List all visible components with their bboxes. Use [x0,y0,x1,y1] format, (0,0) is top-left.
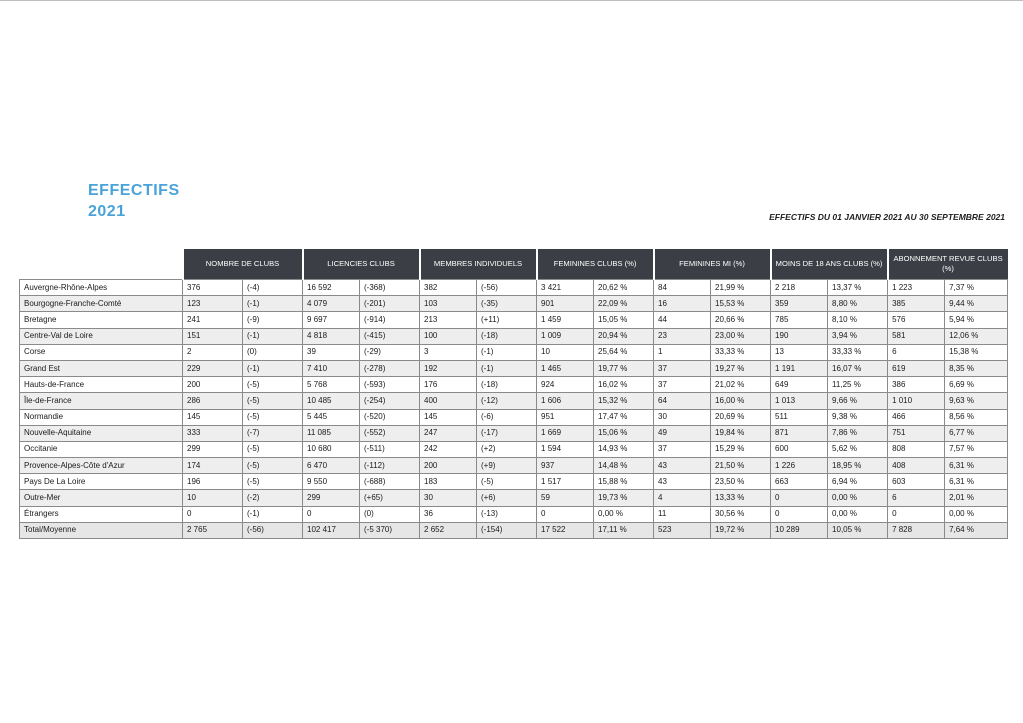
region-cell: Nouvelle-Aquitaine [20,425,183,441]
value-cell: 1 459 [537,312,594,328]
value-cell: (-7) [243,425,303,441]
header-licencies-clubs: LICENCIES CLUBS [303,249,420,280]
value-cell: 8,56 % [945,409,1008,425]
value-cell: 200 [183,377,243,393]
value-cell: 751 [888,425,945,441]
value-cell: 10 680 [303,441,360,457]
table-row [20,280,1008,296]
value-cell: (-29) [360,344,420,360]
value-cell: 15,38 % [945,344,1008,360]
value-cell: 0 [303,506,360,522]
value-cell: (-5) [243,377,303,393]
value-cell: 192 [420,360,477,376]
value-cell: 0,00 % [594,506,654,522]
value-cell: 37 [654,441,711,457]
value-cell: (-2) [243,490,303,506]
value-cell: 20,69 % [711,409,771,425]
value-cell: 871 [771,425,828,441]
value-cell: 1 606 [537,393,594,409]
value-cell: 100 [420,328,477,344]
value-cell: (+9) [477,458,537,474]
value-cell: 937 [537,458,594,474]
value-cell: (+2) [477,441,537,457]
value-cell: (-5) [243,409,303,425]
value-cell: 44 [654,312,711,328]
header-feminines-clubs: FEMININES CLUBS (%) [537,249,654,280]
value-cell: 25,64 % [594,344,654,360]
value-cell: 6 [888,344,945,360]
value-cell: 581 [888,328,945,344]
value-cell: 11,25 % [828,377,888,393]
value-cell: (-154) [477,522,537,538]
value-cell: 2,01 % [945,490,1008,506]
value-cell: 3 [420,344,477,360]
value-cell: (-56) [243,522,303,538]
value-cell: 145 [183,409,243,425]
value-cell: 151 [183,328,243,344]
value-cell: 649 [771,377,828,393]
value-cell: 196 [183,474,243,490]
value-cell: 785 [771,312,828,328]
value-cell: 286 [183,393,243,409]
table-row [20,377,1008,393]
region-cell: Bourgogne-Franche-Comté [20,296,183,312]
value-cell: 333 [183,425,243,441]
value-cell: 9 697 [303,312,360,328]
value-cell: 576 [888,312,945,328]
value-cell: (+6) [477,490,537,506]
header-nombre-clubs: NOMBRE DE CLUBS [183,249,303,280]
value-cell: 1 191 [771,360,828,376]
region-cell: Étrangers [20,506,183,522]
value-cell: 21,50 % [711,458,771,474]
value-cell: 13,33 % [711,490,771,506]
value-cell: (-1) [243,296,303,312]
region-cell: Corse [20,344,183,360]
value-cell: 1 669 [537,425,594,441]
header-row [20,249,1008,280]
title-line-2: 2021 [88,203,126,220]
value-cell: 20,94 % [594,328,654,344]
value-cell: 299 [303,490,360,506]
value-cell: 23 [654,328,711,344]
value-cell: 0 [537,506,594,522]
table-row [20,360,1008,376]
value-cell: 16,02 % [594,377,654,393]
value-cell: 0 [888,506,945,522]
table-row [20,458,1008,474]
value-cell: 30 [420,490,477,506]
value-cell: (-6) [477,409,537,425]
value-cell: 1 013 [771,393,828,409]
value-cell: 37 [654,377,711,393]
value-cell: (-1) [243,506,303,522]
value-cell: 0 [771,490,828,506]
value-cell: 5,94 % [945,312,1008,328]
table-row [20,490,1008,506]
value-cell: 382 [420,280,477,296]
value-cell: 190 [771,328,828,344]
value-cell: (+65) [360,490,420,506]
value-cell: (-18) [477,328,537,344]
value-cell: 20,62 % [594,280,654,296]
value-cell: 5 445 [303,409,360,425]
region-cell: Outre-Mer [20,490,183,506]
value-cell: (-13) [477,506,537,522]
region-cell: Normandie [20,409,183,425]
value-cell: 663 [771,474,828,490]
value-cell: (-56) [477,280,537,296]
value-cell: 0,00 % [945,506,1008,522]
value-cell: 145 [420,409,477,425]
value-cell: 299 [183,441,243,457]
value-cell: 376 [183,280,243,296]
value-cell: (-35) [477,296,537,312]
value-cell: 102 417 [303,522,360,538]
value-cell: 19,27 % [711,360,771,376]
value-cell: 0,00 % [828,490,888,506]
value-cell: 36 [420,506,477,522]
value-cell: 603 [888,474,945,490]
effectifs-table [19,249,1008,539]
header-feminines-mi: FEMININES MI (%) [654,249,771,280]
value-cell: 6 [888,490,945,506]
value-cell: 33,33 % [828,344,888,360]
value-cell: 15,88 % [594,474,654,490]
value-cell: 8,10 % [828,312,888,328]
value-cell: 386 [888,377,945,393]
value-cell: 1 223 [888,280,945,296]
value-cell: 21,02 % [711,377,771,393]
value-cell: 14,48 % [594,458,654,474]
header-moins-18-ans: MOINS DE 18 ANS CLUBS (%) [771,249,888,280]
value-cell: 18,95 % [828,458,888,474]
top-rule [0,0,1023,1]
value-cell: 2 765 [183,522,243,538]
value-cell: 10 [183,490,243,506]
value-cell: 200 [420,458,477,474]
value-cell: 21,99 % [711,280,771,296]
value-cell: 511 [771,409,828,425]
title-line-1: EFFECTIFS [88,182,180,199]
header-abonnement-revue: ABONNEMENT REVUE CLUBS (%) [888,249,1008,280]
region-cell: Centre-Val de Loire [20,328,183,344]
value-cell: (-17) [477,425,537,441]
value-cell: 1 517 [537,474,594,490]
value-cell: 43 [654,474,711,490]
value-cell: 8,35 % [945,360,1008,376]
value-cell: (-5) [243,441,303,457]
value-cell: 33,33 % [711,344,771,360]
value-cell: 37 [654,360,711,376]
value-cell: 400 [420,393,477,409]
value-cell: (-1) [477,360,537,376]
value-cell: 6,31 % [945,474,1008,490]
value-cell: (-18) [477,377,537,393]
table-row [20,393,1008,409]
value-cell: 17,47 % [594,409,654,425]
value-cell: 23,00 % [711,328,771,344]
value-cell: (-415) [360,328,420,344]
value-cell: 1 465 [537,360,594,376]
value-cell: 10 485 [303,393,360,409]
value-cell: (0) [360,506,420,522]
value-cell: 247 [420,425,477,441]
region-cell: Grand Est [20,360,183,376]
value-cell: (-278) [360,360,420,376]
value-cell: 84 [654,280,711,296]
value-cell: 0 [183,506,243,522]
table-row [20,312,1008,328]
value-cell: 1 009 [537,328,594,344]
value-cell: 523 [654,522,711,538]
value-cell: 174 [183,458,243,474]
value-cell: 7 828 [888,522,945,538]
value-cell: 39 [303,344,360,360]
value-cell: 19,77 % [594,360,654,376]
value-cell: (-5 370) [360,522,420,538]
value-cell: 103 [420,296,477,312]
value-cell: 11 085 [303,425,360,441]
period-label: EFFECTIFS DU 01 JANVIER 2021 AU 30 SEPTEMBRE 2021 [769,212,1005,222]
value-cell: (+11) [477,312,537,328]
total-row [20,522,1008,538]
value-cell: 15,53 % [711,296,771,312]
value-cell: 183 [420,474,477,490]
value-cell: 385 [888,296,945,312]
value-cell: (-688) [360,474,420,490]
value-cell: 16,00 % [711,393,771,409]
value-cell: 59 [537,490,594,506]
value-cell: (-914) [360,312,420,328]
table-body [20,280,1008,539]
value-cell: (-5) [243,458,303,474]
value-cell: 7,86 % [828,425,888,441]
value-cell: 6,94 % [828,474,888,490]
table-row [20,296,1008,312]
value-cell: 16 [654,296,711,312]
value-cell: 408 [888,458,945,474]
value-cell: 9,66 % [828,393,888,409]
region-cell: Pays De La Loire [20,474,183,490]
value-cell: (-511) [360,441,420,457]
region-cell: Total/Moyenne [20,522,183,538]
value-cell: (-5) [243,474,303,490]
value-cell: 30 [654,409,711,425]
value-cell: 951 [537,409,594,425]
value-cell: 1 010 [888,393,945,409]
value-cell: 6,31 % [945,458,1008,474]
value-cell: 14,93 % [594,441,654,457]
value-cell: (-520) [360,409,420,425]
value-cell: (-254) [360,393,420,409]
value-cell: 15,29 % [711,441,771,457]
value-cell: 213 [420,312,477,328]
value-cell: 4 [654,490,711,506]
value-cell: (-1) [243,360,303,376]
table-row [20,328,1008,344]
value-cell: 4 079 [303,296,360,312]
value-cell: 229 [183,360,243,376]
value-cell: 1 594 [537,441,594,457]
value-cell: (-593) [360,377,420,393]
value-cell: (-1) [477,344,537,360]
value-cell: 22,09 % [594,296,654,312]
value-cell: (-9) [243,312,303,328]
value-cell: 0,00 % [828,506,888,522]
value-cell: 5,62 % [828,441,888,457]
value-cell: 8,80 % [828,296,888,312]
region-cell: Provence-Alpes-Côte d'Azur [20,458,183,474]
table-row [20,474,1008,490]
value-cell: 13,37 % [828,280,888,296]
value-cell: (-5) [477,474,537,490]
value-cell: 9 550 [303,474,360,490]
region-cell: Bretagne [20,312,183,328]
value-cell: 2 652 [420,522,477,538]
table-row [20,409,1008,425]
value-cell: 4 818 [303,328,360,344]
value-cell: 359 [771,296,828,312]
table-row [20,344,1008,360]
value-cell: 6,77 % [945,425,1008,441]
value-cell: 9,63 % [945,393,1008,409]
table-row [20,441,1008,457]
value-cell: 49 [654,425,711,441]
value-cell: 15,32 % [594,393,654,409]
region-cell: Hauts-de-France [20,377,183,393]
value-cell: 466 [888,409,945,425]
value-cell: 7,57 % [945,441,1008,457]
value-cell: 19,73 % [594,490,654,506]
value-cell: (-201) [360,296,420,312]
value-cell: 5 768 [303,377,360,393]
value-cell: 924 [537,377,594,393]
value-cell: 901 [537,296,594,312]
value-cell: 30,56 % [711,506,771,522]
region-cell: Île-de-France [20,393,183,409]
table-row [20,425,1008,441]
value-cell: 16 592 [303,280,360,296]
value-cell: 7,64 % [945,522,1008,538]
value-cell: 241 [183,312,243,328]
value-cell: (-552) [360,425,420,441]
value-cell: 7,37 % [945,280,1008,296]
value-cell: 15,06 % [594,425,654,441]
header-blank [20,249,183,280]
page-title [88,180,180,222]
value-cell: 123 [183,296,243,312]
value-cell: 1 [654,344,711,360]
value-cell: 19,84 % [711,425,771,441]
table-row [20,506,1008,522]
region-cell: Occitanie [20,441,183,457]
value-cell: 13 [771,344,828,360]
value-cell: 808 [888,441,945,457]
value-cell: (-112) [360,458,420,474]
value-cell: 17,11 % [594,522,654,538]
value-cell: 176 [420,377,477,393]
value-cell: 17 522 [537,522,594,538]
value-cell: 15,05 % [594,312,654,328]
header-membres-individuels: MEMBRES INDIVIDUELS [420,249,537,280]
value-cell: 6 470 [303,458,360,474]
value-cell: 2 [183,344,243,360]
value-cell: 11 [654,506,711,522]
value-cell: (-4) [243,280,303,296]
value-cell: (-368) [360,280,420,296]
value-cell: 3,94 % [828,328,888,344]
value-cell: (-1) [243,328,303,344]
value-cell: 64 [654,393,711,409]
value-cell: 10 289 [771,522,828,538]
value-cell: (0) [243,344,303,360]
value-cell: 10,05 % [828,522,888,538]
value-cell: 19,72 % [711,522,771,538]
value-cell: (-12) [477,393,537,409]
value-cell: 600 [771,441,828,457]
region-cell: Auvergne-Rhône-Alpes [20,280,183,296]
value-cell: 242 [420,441,477,457]
value-cell: 3 421 [537,280,594,296]
value-cell: 23,50 % [711,474,771,490]
value-cell: 0 [771,506,828,522]
value-cell: 12,06 % [945,328,1008,344]
value-cell: 43 [654,458,711,474]
value-cell: 7 410 [303,360,360,376]
value-cell: 619 [888,360,945,376]
value-cell: 9,44 % [945,296,1008,312]
value-cell: 9,38 % [828,409,888,425]
value-cell: 20,66 % [711,312,771,328]
value-cell: 2 218 [771,280,828,296]
value-cell: 6,69 % [945,377,1008,393]
value-cell: (-5) [243,393,303,409]
value-cell: 10 [537,344,594,360]
value-cell: 1 226 [771,458,828,474]
value-cell: 16,07 % [828,360,888,376]
